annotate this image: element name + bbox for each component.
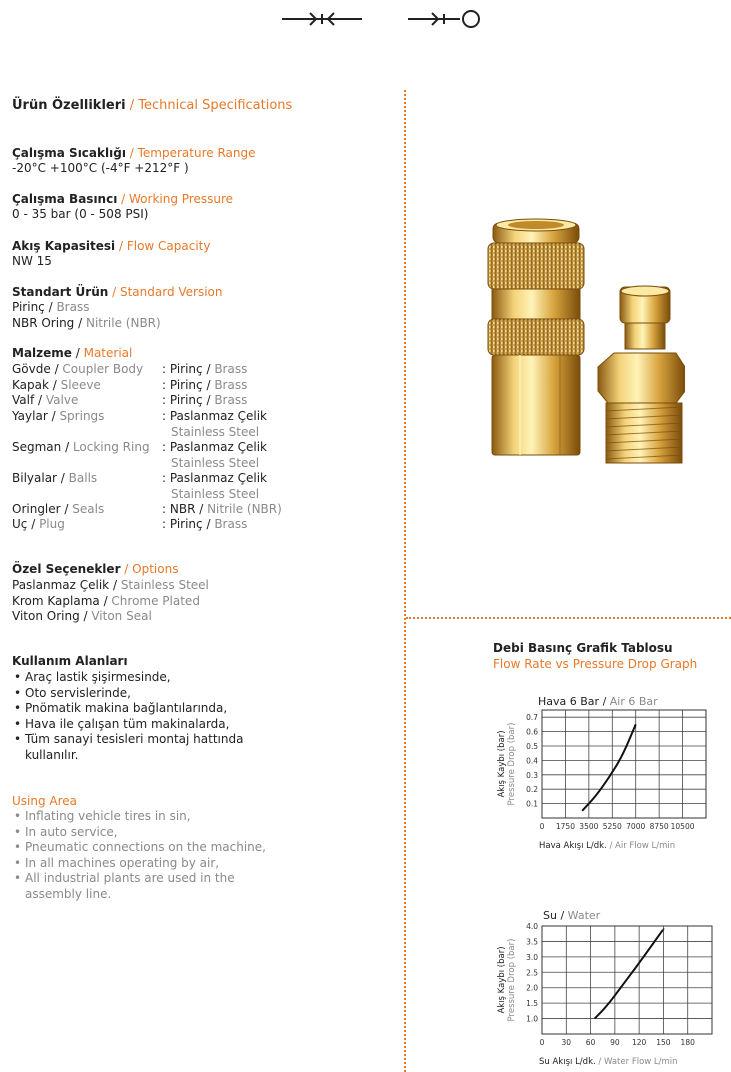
material-part-en: Coupler Body <box>62 362 144 376</box>
x-axis-label-tr: Hava Akışı L/dk. <box>539 841 607 851</box>
x-tick-label: 0 <box>539 822 545 831</box>
standard-line-2-en: Nitrile (NBR) <box>85 316 161 330</box>
bullet-icon: • <box>14 809 22 823</box>
x-axis-label-tr: Su Akışı L/dk. <box>539 1057 596 1067</box>
material-value-tr: Pirinç <box>169 362 203 376</box>
bullet-icon: • <box>14 732 22 746</box>
flow-curve <box>582 724 636 810</box>
y-tick-label: 3.5 <box>526 937 538 947</box>
x-tick-label: 1750 <box>555 822 575 831</box>
x-tick-label: 120 <box>631 1038 647 1047</box>
usage-item-text: Hava ile çalışan tüm makinalarda, <box>25 716 230 731</box>
chart1-title: Hava 6 Bar / Air 6 Bar <box>538 695 658 708</box>
y-tick-label: 0.3 <box>526 770 538 780</box>
pressure-heading-en: Working Pressure <box>129 192 233 206</box>
usage-item <box>14 871 235 886</box>
bullet-icon: • <box>14 685 22 700</box>
x-tick-label: 3500 <box>579 822 599 831</box>
material-value-tr: Paslanmaz Çelik <box>169 470 267 485</box>
coupling-symbols <box>280 6 500 34</box>
chart1-title-en: Air 6 Bar <box>609 695 658 708</box>
material-value: : Pirinç / Brass <box>162 377 248 392</box>
usage-item <box>14 670 171 685</box>
flow-heading-tr: Akış Kapasitesi <box>12 239 116 253</box>
y-tick-label: 0.1 <box>526 799 538 809</box>
usage-en-title: Using Area <box>12 794 78 808</box>
material-part: Bilyalar / Balls <box>12 470 98 485</box>
options-heading-en: Options <box>132 562 179 576</box>
usage-item <box>14 701 227 716</box>
material-part-tr: Oringler <box>12 501 61 516</box>
air-flow-chart <box>480 700 720 855</box>
material-part: Gövde / Coupler Body <box>12 362 144 376</box>
y-tick-label: 0.5 <box>526 742 538 751</box>
usage-item <box>14 825 118 840</box>
x-tick-label: 30 <box>561 1038 572 1047</box>
material-part-en: Plug <box>39 517 65 531</box>
material-value-tr: Paslanmaz Çelik <box>169 408 267 423</box>
usage-tr-title: Kullanım Alanları <box>12 654 128 668</box>
usage-item-text: Oto servislerinde, <box>25 685 131 700</box>
flow-value: NW 15 <box>12 254 52 268</box>
options-heading: Özel Seçenekler / Options <box>12 562 179 576</box>
material-part-tr: Bilyalar <box>12 470 57 485</box>
material-value-en: Stainless Steel <box>171 424 260 439</box>
flow-curve <box>595 929 664 1018</box>
material-part-en: Locking Ring <box>72 439 150 454</box>
y-axis-label-en: Pressure Drop (bar) <box>507 722 517 806</box>
material-value-tr: Paslanmaz Çelik <box>169 439 267 454</box>
usage-item-text: Pnömatik makina bağlantılarında, <box>25 701 228 715</box>
usage-item-text: Araç lastik şişirmesinde, <box>25 670 171 684</box>
plot-frame <box>542 710 706 818</box>
material-value-en: Brass <box>214 362 248 376</box>
material-part-en: Valve <box>45 393 79 407</box>
chart2-title-tr: Su <box>543 909 557 922</box>
usage-item-text: All industrial plants are used in the <box>25 871 235 885</box>
y-tick-label: 3.0 <box>526 952 538 962</box>
y-axis-label <box>497 723 517 806</box>
material-value-tr: Pirinç <box>169 393 203 407</box>
x-tick-label: 8750 <box>649 822 669 831</box>
material-part: Yaylar / Springs <box>12 408 105 423</box>
x-tick-label: 60 <box>585 1038 596 1047</box>
pressure-heading: Çalışma Basıncı / Working Pressure <box>12 192 233 206</box>
specs-title-tr: Ürün Özellikleri <box>12 98 126 113</box>
material-heading: Malzeme / Material <box>12 346 133 360</box>
usage-item-text: Tüm sanayi tesisleri montaj hattında <box>25 732 244 746</box>
x-axis-label-sep: / <box>606 841 616 851</box>
option-item-tr: Paslanmaz Çelik <box>12 578 110 592</box>
graph-title-tr: Debi Basınç Grafik Tablosu <box>493 641 673 655</box>
x-tick-label: 90 <box>610 1038 620 1047</box>
usage-item <box>25 748 78 763</box>
standard-line-1: Pirinç / Brass <box>12 300 90 314</box>
usage-item-text: In auto service, <box>25 824 118 839</box>
material-value-en: Brass <box>214 393 248 407</box>
x-tick-label: 150 <box>656 1038 671 1047</box>
material-part: Oringler / Seals <box>12 501 105 516</box>
option-item-en: Viton Seal <box>91 609 152 624</box>
horizontal-divider <box>406 617 731 619</box>
usage-item <box>14 840 266 855</box>
y-tick-label: 0.2 <box>526 785 538 795</box>
option-item: Paslanmaz Çelik / Stainless Steel <box>12 578 209 592</box>
material-part-tr: Segman <box>12 439 62 454</box>
material-value-tr: Pirinç <box>169 517 203 531</box>
y-tick-label: 1.0 <box>526 1014 538 1024</box>
y-tick-label: 0.4 <box>526 756 538 766</box>
usage-item-text: kullanılır. <box>25 747 79 762</box>
flow-heading: Akış Kapasitesi / Flow Capacity <box>12 239 211 253</box>
y-tick-label: 0.7 <box>526 713 538 723</box>
option-item-en: Stainless Steel <box>120 578 209 592</box>
y-axis-label <box>497 939 517 1022</box>
x-tick-label: 7000 <box>626 822 646 831</box>
temp-value: -20°C +100°C (-4°F +212°F ) <box>12 161 189 175</box>
material-part-tr: Yaylar <box>12 408 48 423</box>
material-part-en: Springs <box>59 408 105 423</box>
x-tick-label: 180 <box>680 1038 695 1047</box>
standard-line-1-tr: Pirinç <box>12 300 45 314</box>
x-tick-label: 5250 <box>602 822 622 831</box>
pressure-value: 0 - 35 bar (0 - 508 PSI) <box>12 207 149 221</box>
coupling-product-image <box>480 215 685 465</box>
material-part: Segman / Locking Ring <box>12 439 150 454</box>
x-axis-label-en: Air Flow L/min <box>615 841 676 851</box>
material-value: : Pirinç / Brass <box>162 362 248 376</box>
material-value: : Paslanmaz Çelik <box>162 470 267 485</box>
water-flow-chart <box>490 914 725 1069</box>
usage-item-text: Pneumatic connections on the machine, <box>25 840 266 854</box>
temp-heading-en: Temperature Range <box>137 146 256 160</box>
standard-line-2-tr: NBR Oring <box>12 316 75 330</box>
x-axis-label-en: Water Flow L/min <box>603 1057 678 1067</box>
y-axis-label-en: Pressure Drop (bar) <box>507 938 517 1022</box>
material-part-en: Balls <box>68 470 98 485</box>
usage-item <box>14 856 219 871</box>
bullet-icon: • <box>14 840 22 854</box>
y-tick-label: 2.0 <box>526 983 538 993</box>
plug-symbol-icon <box>408 11 479 27</box>
vertical-divider <box>404 90 406 1072</box>
x-tick-label: 10500 <box>670 822 695 831</box>
usage-item <box>14 686 131 701</box>
material-part-en: Seals <box>72 501 105 516</box>
y-tick-label: 4.0 <box>526 922 538 931</box>
material-part: Kapak / Sleeve <box>12 377 101 392</box>
standard-heading: Standart Ürün / Standard Version <box>12 285 223 299</box>
y-tick-label: 1.5 <box>526 999 538 1009</box>
pressure-heading-tr: Çalışma Basıncı <box>12 192 118 206</box>
material-heading-en: Material <box>83 346 133 360</box>
material-value: : NBR / Nitrile (NBR) <box>162 501 282 516</box>
option-item-tr: Krom Kaplama <box>12 593 100 608</box>
x-axis-label-sep: / <box>595 1057 604 1067</box>
y-tick-label: 0.6 <box>526 727 538 737</box>
x-tick-label: 0 <box>539 1038 545 1047</box>
usage-item <box>14 732 243 747</box>
chart2-title: Su / Water <box>543 909 601 922</box>
bullet-icon: • <box>14 670 22 684</box>
x-axis-label <box>539 841 675 851</box>
standard-line-2: NBR Oring / Nitrile (NBR) <box>12 316 161 330</box>
option-item-tr: Viton Oring <box>12 609 80 624</box>
material-value-en: Brass <box>214 517 248 531</box>
option-item: Viton Oring / Viton Seal <box>12 609 152 624</box>
coupling-symbol-icon <box>282 13 362 25</box>
usage-item-text: assembly line. <box>25 886 112 901</box>
material-value: : Pirinç / Brass <box>162 517 248 531</box>
bullet-icon: • <box>14 701 22 715</box>
bullet-icon: • <box>14 716 22 731</box>
material-value: : Pirinç / Brass <box>162 393 248 407</box>
material-part: Uç / Plug <box>12 517 65 531</box>
standard-heading-en: Standard Version <box>119 285 223 299</box>
material-value-en: Brass <box>214 377 248 392</box>
chart1-title-tr: Hava 6 Bar <box>538 695 600 708</box>
bullet-icon: • <box>14 824 22 839</box>
material-heading-tr: Malzeme <box>12 346 72 360</box>
temp-heading: Çalışma Sıcaklığı / Temperature Range <box>12 146 256 160</box>
specs-title: Ürün Özellikleri / Technical Specifications <box>12 98 293 113</box>
standard-line-1-en: Brass <box>56 300 90 314</box>
material-part-tr: Uç <box>12 517 28 531</box>
bullet-icon: • <box>14 871 22 885</box>
temp-heading-tr: Çalışma Sıcaklığı <box>12 146 126 160</box>
bullet-icon: • <box>14 855 22 870</box>
material-part: Valf / Valve <box>12 393 79 407</box>
y-tick-label: 2.5 <box>526 968 538 978</box>
material-part-tr: Valf <box>12 393 35 407</box>
x-axis-label <box>539 1057 678 1067</box>
usage-item <box>14 717 229 732</box>
material-value-en: Stainless Steel <box>171 486 260 501</box>
usage-item-text: In all machines operating by air, <box>25 855 220 870</box>
chart2-title-en: Water <box>567 909 601 922</box>
graph-title-en: Flow Rate vs Pressure Drop Graph <box>493 657 698 671</box>
material-value-tr: NBR <box>169 501 196 516</box>
material-value-tr: Pirinç <box>169 377 203 392</box>
material-part-en: Sleeve <box>60 377 101 392</box>
options-heading-tr: Özel Seçenekler <box>12 562 121 576</box>
usage-item-text: Inflating vehicle tires in sin, <box>25 809 191 823</box>
usage-item <box>14 809 191 824</box>
material-part-tr: Gövde <box>12 362 51 376</box>
specs-title-en: Technical Specifications <box>138 98 293 113</box>
option-item-en: Chrome Plated <box>111 593 200 608</box>
usage-item <box>25 887 111 902</box>
material-value-en: Nitrile (NBR) <box>207 501 282 516</box>
material-value: : Paslanmaz Çelik <box>162 408 267 423</box>
flow-heading-en: Flow Capacity <box>126 239 211 253</box>
y-axis-label-tr: Akış Kaybı (bar) <box>497 730 507 798</box>
y-axis-label-tr: Akış Kaybı (bar) <box>497 946 507 1014</box>
material-value: : Paslanmaz Çelik <box>162 439 267 454</box>
option-item: Krom Kaplama / Chrome Plated <box>12 593 200 608</box>
material-value-en: Stainless Steel <box>171 455 260 470</box>
standard-heading-tr: Standart Ürün <box>12 285 109 299</box>
material-part-tr: Kapak <box>12 377 49 392</box>
